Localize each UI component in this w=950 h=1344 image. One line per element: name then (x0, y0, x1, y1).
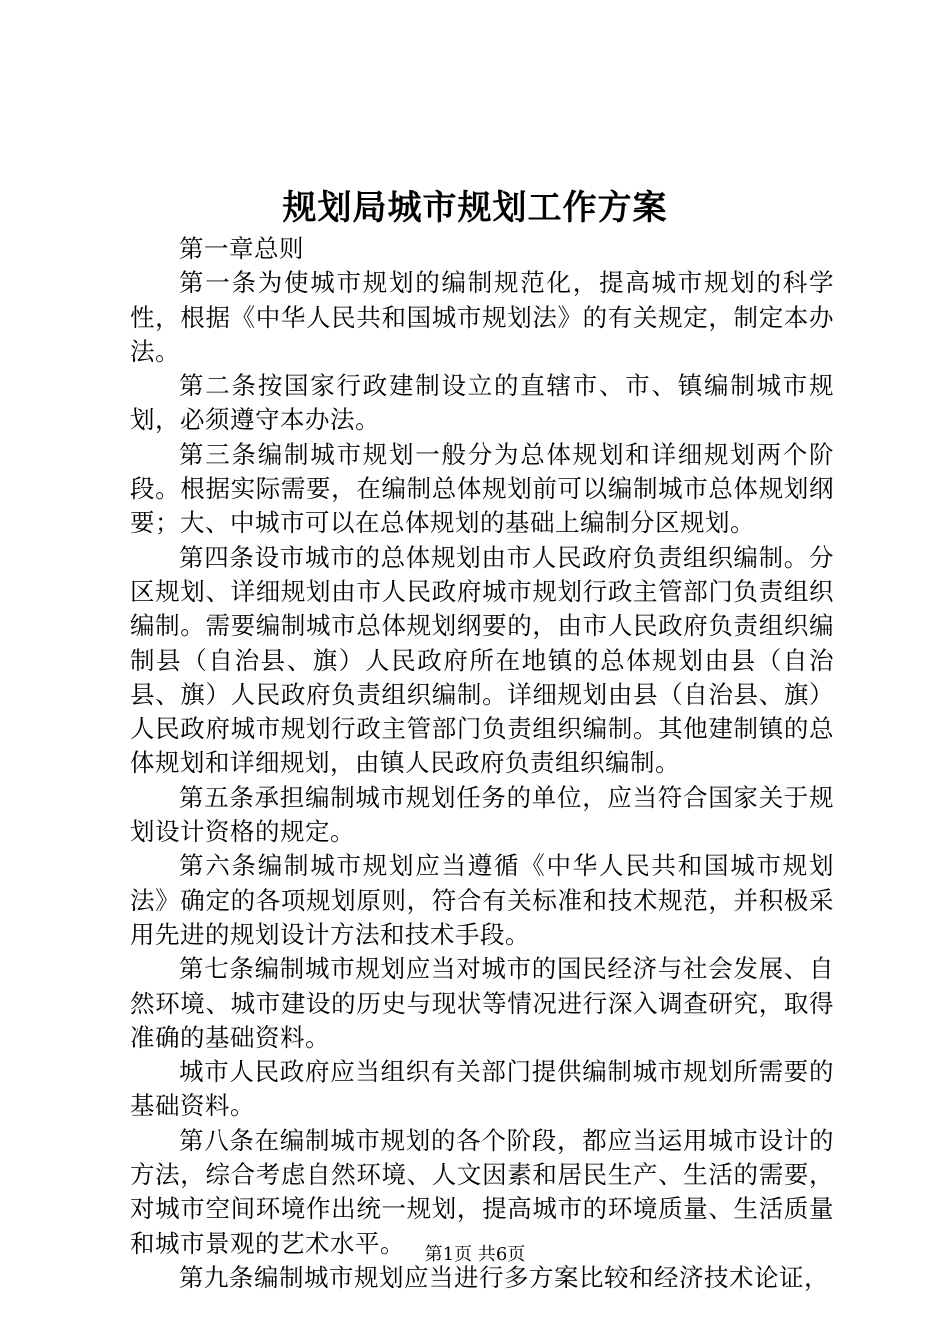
page-number-footer: 第1页 共6页 (424, 1244, 526, 1265)
paragraph-chapter-heading: 第一章总则 (179, 234, 304, 263)
paragraph-article-6: 第六条编制城市规划应当遵循《中华人民共和国城市规划法》确定的各项规划原则，符合有关标准和技术规范，并积极采用先进的规划设计方法和技术手段。 (130, 851, 834, 949)
paragraph-article-7: 第七条编制城市规划应当对城市的国民经济与社会发展、自然环境、城市建设的历史与现状等情况进行深入调查研究，取得准确的基础资料。 (130, 954, 834, 1052)
paragraph-article-8: 第八条在编制城市规划的各个阶段，都应当运用城市设计的方法，综合考虑自然环境、人文因素和居民生产、生活的需要，对城市空间环境作出统一规划，提高城市的环境质量、生活质量和城市景观的艺术水平。 (130, 1125, 834, 1258)
paragraph-article-5: 第五条承担编制城市规划任务的单位，应当符合国家关于规划设计资格的规定。 (130, 782, 834, 847)
paragraph-article-4: 第四条设市城市的总体规划由市人民政府负责组织编制。分区规划、详细规划由市人民政府城市规划行政主管部门负责组织编制。需要编制城市总体规划纲要的，由市人民政府负责组织编制县（自治县、旗）人民政府所在地镇的总体规划由县（自治县、旗）人民政府负责组织编制。详细规划由县（自治县、旗）人民政府城市规划行政主管部门负责组织编制。其他建制镇的总体规划和详细规划，由镇人民政府负责组织编制。 (130, 542, 834, 778)
document-title: 规划局城市规划工作方案 (282, 188, 668, 228)
paragraph-article-2: 第二条按国家行政建制设立的直辖市、市、镇编制城市规划，必须遵守本办法。 (130, 371, 834, 435)
document-body (130, 232, 834, 1295)
paragraph-article-9: 第九条编制城市规划应当进行多方案比较和经济技术论证， (179, 1262, 829, 1292)
paragraph-article-3: 第三条编制城市规划一般分为总体规划和详细规划两个阶段。根据实际需要，在编制总体规划前可以编制城市总体规划纲要；大、中城市可以在总体规划的基础上编制分区规划。 (130, 439, 834, 538)
paragraph-article-1: 第一条为使城市规划的编制规范化，提高城市规划的科学性，根据《中华人民共和国城市规划法》的有关规定，制定本办法。 (130, 268, 834, 366)
paragraph-article-7-continued: 城市人民政府应当组织有关部门提供编制城市规划所需要的基础资料。 (130, 1057, 834, 1121)
